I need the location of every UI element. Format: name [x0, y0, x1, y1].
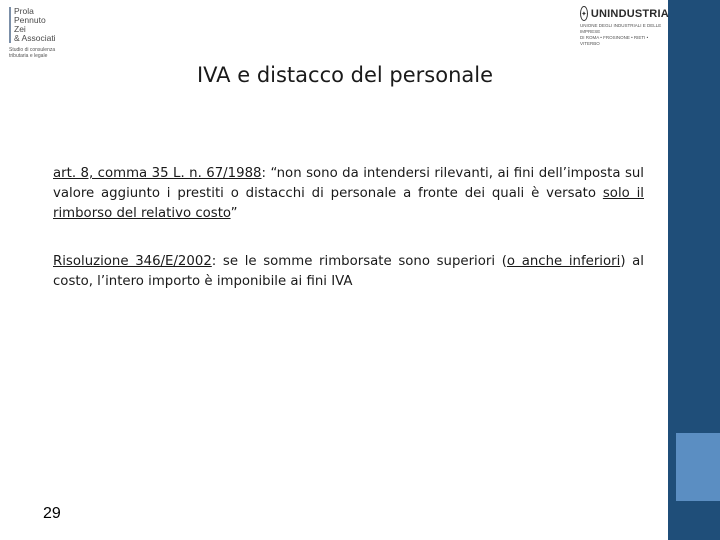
- unindustria-logo: [580, 6, 669, 47]
- paragraph-risoluzione: [53, 252, 644, 292]
- prola-pennuto-logo: [9, 7, 79, 59]
- emphasis-text: o anche inferiori: [506, 254, 621, 269]
- slide-title: IVA e distacco del personale: [196, 63, 494, 87]
- unindustria-subtitle: UNIONE DEGLI INDUSTRIALI E DELLE IMPRESE DI ROMA • FROSINONE • RIETI • VITERBO: [580, 23, 662, 46]
- emphasis-text: solo il rimborso del relativo costo: [53, 186, 644, 221]
- logo-line: Zei: [14, 24, 26, 34]
- logo-tagline: Studio di consulenza tributaria e legale: [9, 47, 56, 59]
- paragraph-text: : se le somme rimborsate sono superiori (: [211, 254, 507, 269]
- page-number: 29: [43, 505, 61, 522]
- sidebar-accent-block: [676, 433, 720, 501]
- paragraph-art-8: [53, 164, 644, 224]
- logo-line: Prola: [14, 6, 34, 16]
- unindustria-brand: UNINDUSTRIA: [590, 7, 669, 20]
- unindustria-emblem-icon: ✦: [580, 6, 588, 21]
- logo-line: Pennuto: [14, 15, 46, 25]
- logo-line: & Associati: [14, 33, 56, 43]
- prola-pennuto-logo-mark: [9, 7, 79, 43]
- resolution-reference: Risoluzione 346/E/2002: [53, 254, 212, 269]
- law-reference: art. 8, comma 35 L. n. 67/1988: [53, 166, 262, 181]
- paragraph-text: : “non sono da intendersi rilevanti, ai fini dell’imposta sul valore aggiunto i prestiti o distacchi di personale a fronte dei quali è versato: [53, 166, 644, 201]
- paragraph-text: ”: [230, 206, 238, 221]
- paragraph-text: ) al costo, l’intero importo è imponibile ai fini IVA: [53, 254, 645, 289]
